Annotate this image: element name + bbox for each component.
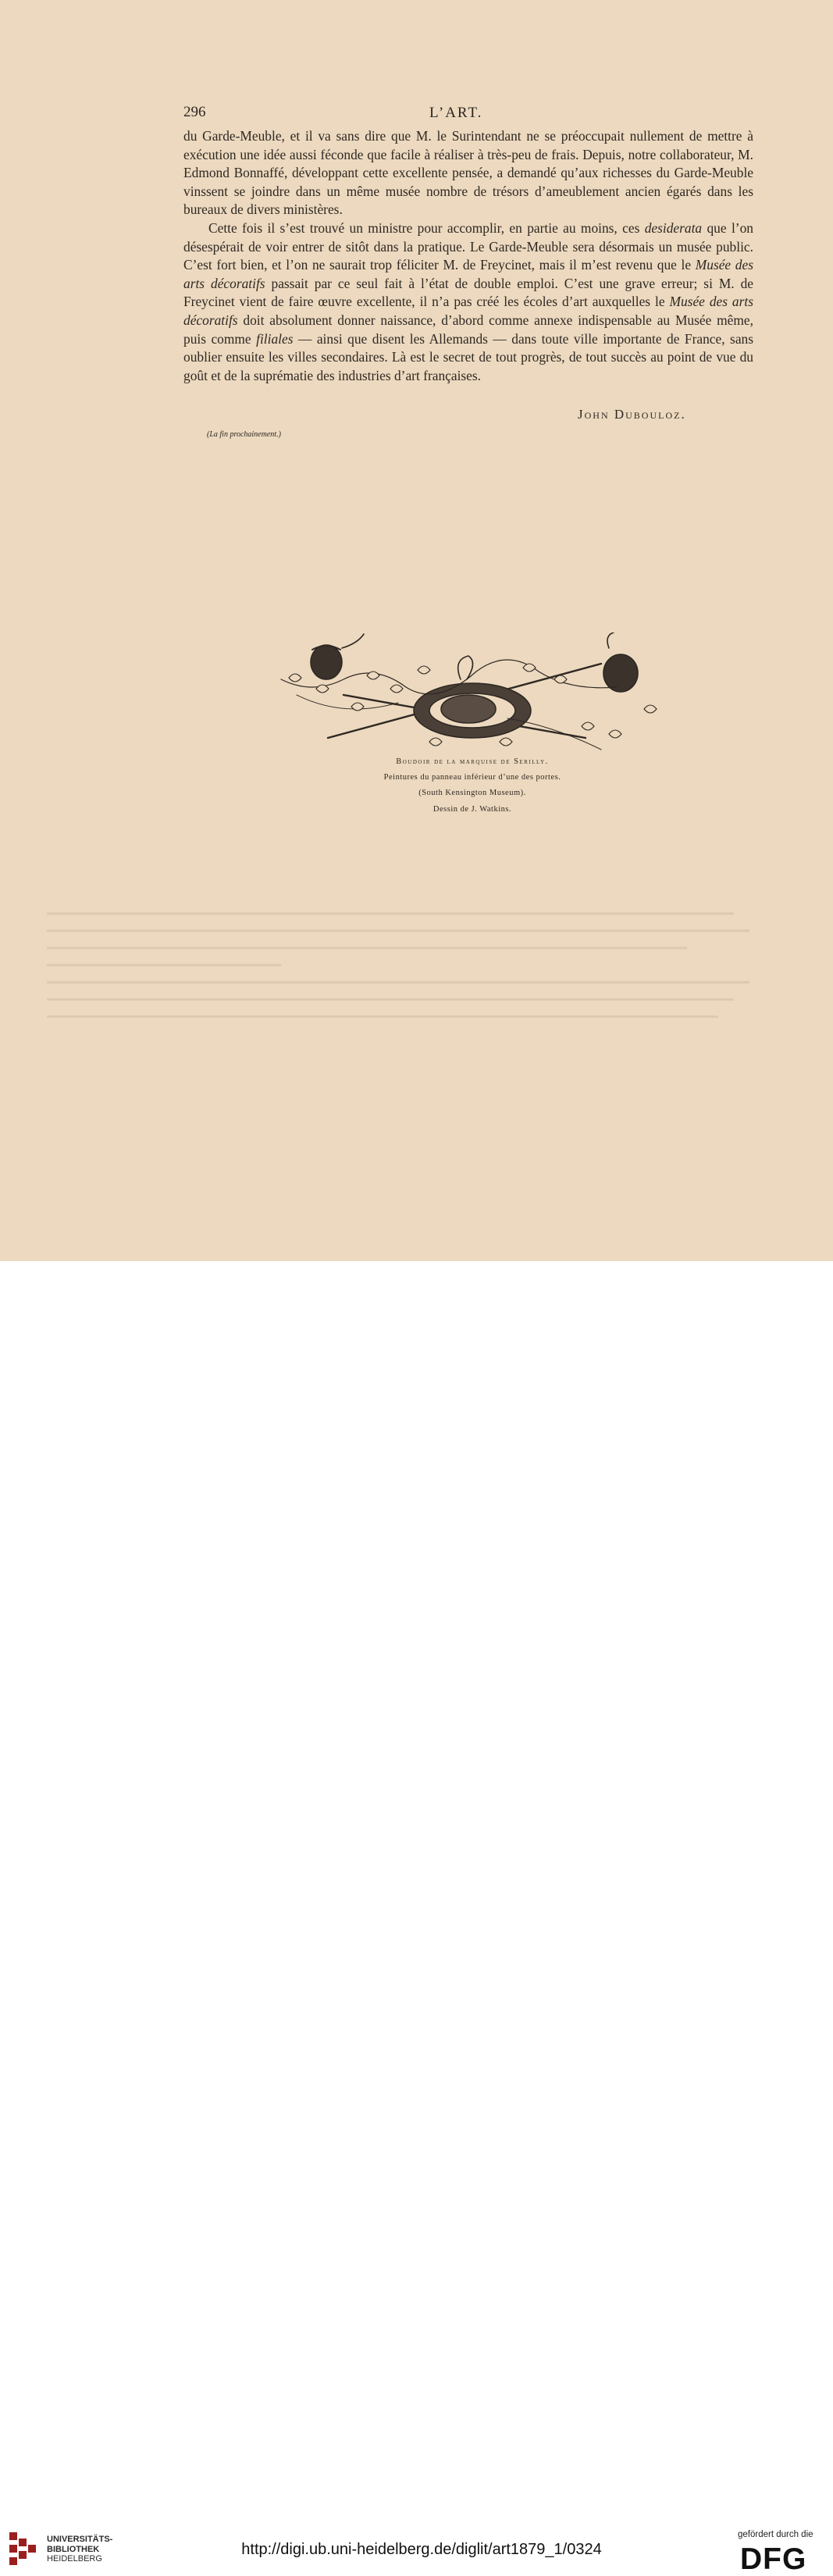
para2-italic-desiderata: desiderata	[644, 219, 703, 236]
permalink-url[interactable]: http://digi.ub.uni-heidelberg.de/diglit/art1879_1/0324	[241, 2541, 602, 2558]
continuation-note: (La fin prochainement.)	[207, 430, 281, 439]
para2-text-4: doit absolument donner naissance, d’abord comme annexe indispensable au Musée même, puis comme	[183, 312, 753, 347]
university-library-logo-icon	[8, 2531, 39, 2570]
para2-text-5: — ainsi que disent les Allemands — dans toute ville importante de France, sans oublier ensuite les villes secondaires. Là est le secret de tout progrès, de tout succès au point de vue du goût et de la suprématie des industries d’art françaises.	[183, 330, 754, 383]
para2-text-3: passait par ce seul fait à l’état de double emploi. C’est une grave erreur; si M. de Freycinet vient de faire œuvre excellente, il n’a pas créé les écoles d’art auxquelles le	[183, 275, 753, 310]
engraving-illustration	[273, 632, 671, 757]
library-name-line-1: UNIVERSITÄTS-	[47, 2535, 113, 2544]
para2-text-1: Cette fois il s’est trouvé un ministre pour accomplir, en partie au moins, ces	[208, 219, 640, 236]
caption-line-4: Dessin de J. Watkins.	[433, 805, 512, 814]
para2-italic-musee-2: Musée des arts décoratifs	[183, 294, 753, 328]
paragraph-2	[183, 219, 753, 385]
scanned-page	[0, 0, 833, 1261]
funding-label: gefördert durch die	[738, 2530, 813, 2539]
author-signature: John Dubouloz.	[578, 407, 686, 422]
caption-line-3: (South Kensington Museum).	[418, 789, 526, 797]
caption-line-2: Peintures du panneau inférieur d’une des portes.	[383, 773, 561, 782]
library-name	[47, 2535, 112, 2564]
digitization-footer	[0, 1261, 833, 2576]
para2-text-2: que l’on désespérait de voir entrer de sitôt dans la pratique. Le Garde-Meuble sera désormais un musée public. C’est fort bien, et l’on ne saurait trop féliciter M. de Freycinet, mais il m’est revenu que le	[183, 219, 753, 273]
running-title: L’ART.	[429, 105, 483, 121]
paragraph-1: du Garde-Meuble, et il va sans dire que M. le Surintendant ne se préoccupait nullement de mettre à exécution une idée aussi féconde que facile à réaliser à très-peu de frais. Depuis, notre collaborateur, M. Edmond Bonnaffé, développant cette excellente pensée, a demandé qu’aux richesses du Garde-Meuble vinssent se joindre dans un même musée nombre de trésors d’ameublement ancien égarés dans les bureaux de divers ministères.	[183, 128, 753, 218]
article-body	[183, 127, 753, 385]
library-name-line-2: BIBLIOTHEK	[47, 2544, 100, 2554]
caption-title: Boudoir de la marquise de Serilly.	[396, 757, 549, 766]
para2-italic-filiales: filiales	[256, 330, 294, 347]
library-name-line-3: HEIDELBERG	[47, 2554, 102, 2564]
dfg-logo: DFG	[740, 2542, 807, 2576]
para2-italic-musee-1: Musée des arts décoratifs	[183, 257, 753, 291]
page-number: 296	[183, 104, 206, 120]
show-through-texture	[47, 906, 796, 1031]
